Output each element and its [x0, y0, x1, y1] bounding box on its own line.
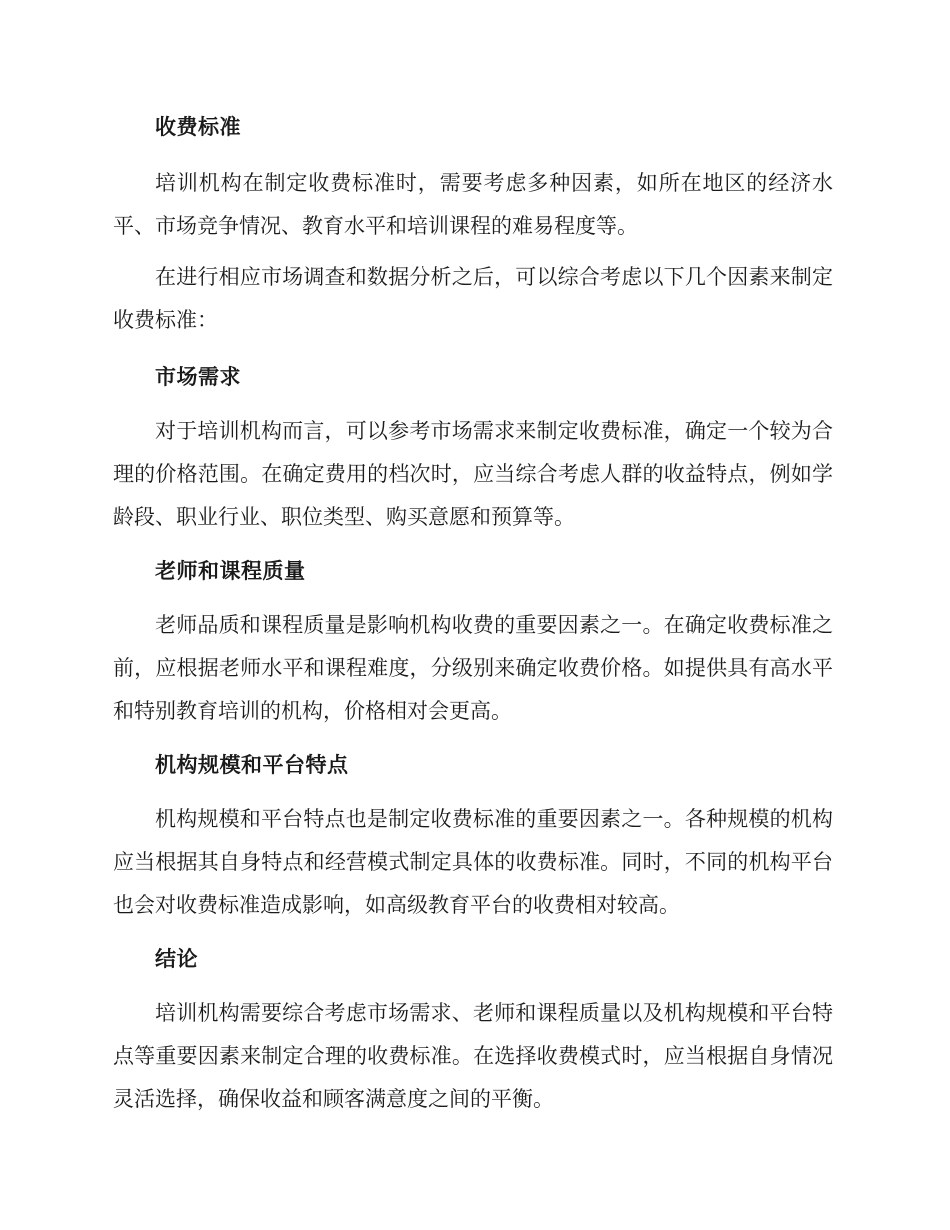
section-heading-scale-platform: 机构规模和平台特点: [155, 753, 349, 777]
section-heading-teacher-course-quality: 老师和课程质量: [155, 559, 306, 583]
section-heading-market-demand: 市场需求: [155, 365, 241, 389]
section-heading-fee-standard: 收费标准: [155, 115, 241, 139]
paragraph-scale-platform: 机构规模和平台特点也是制定收费标准的重要因素之一。各种规模的机构应当根据其自身特点和经营模式制定具体的收费标准。同时，不同的机构平台也会对收费标准造成影响，如高级教育平台的收费相对较高。: [113, 807, 833, 917]
paragraph-market-demand: 对于培训机构而言，可以参考市场需求来制定收费标准，确定一个较为合理的价格范围。在确定费用的档次时，应当综合考虑人群的收益特点，例如学龄段、职业行业、职位类型、购买意愿和预算等。: [113, 419, 833, 529]
section-heading-conclusion: 结论: [155, 947, 198, 971]
paragraph-teacher-course-quality: 老师品质和课程质量是影响机构收费的重要因素之一。在确定收费标准之前，应根据老师水平和课程难度，分级别来确定收费价格。如提供具有高水平和特别教育培训的机构，价格相对会更高。: [113, 613, 833, 723]
paragraph-fee-standard-analysis: 在进行相应市场调查和数据分析之后，可以综合考虑以下几个因素来制定收费标准：: [113, 265, 833, 332]
paragraph-conclusion: 培训机构需要综合考虑市场需求、老师和课程质量以及机构规模和平台特点等重要因素来制定合理的收费标准。在选择收费模式时，应当根据自身情况灵活选择，确保收益和顾客满意度之间的平衡。: [113, 1001, 833, 1111]
paragraph-fee-standard-factors: 培训机构在制定收费标准时，需要考虑多种因素，如所在地区的经济水平、市场竞争情况、教育水平和培训课程的难易程度等。: [113, 171, 833, 238]
